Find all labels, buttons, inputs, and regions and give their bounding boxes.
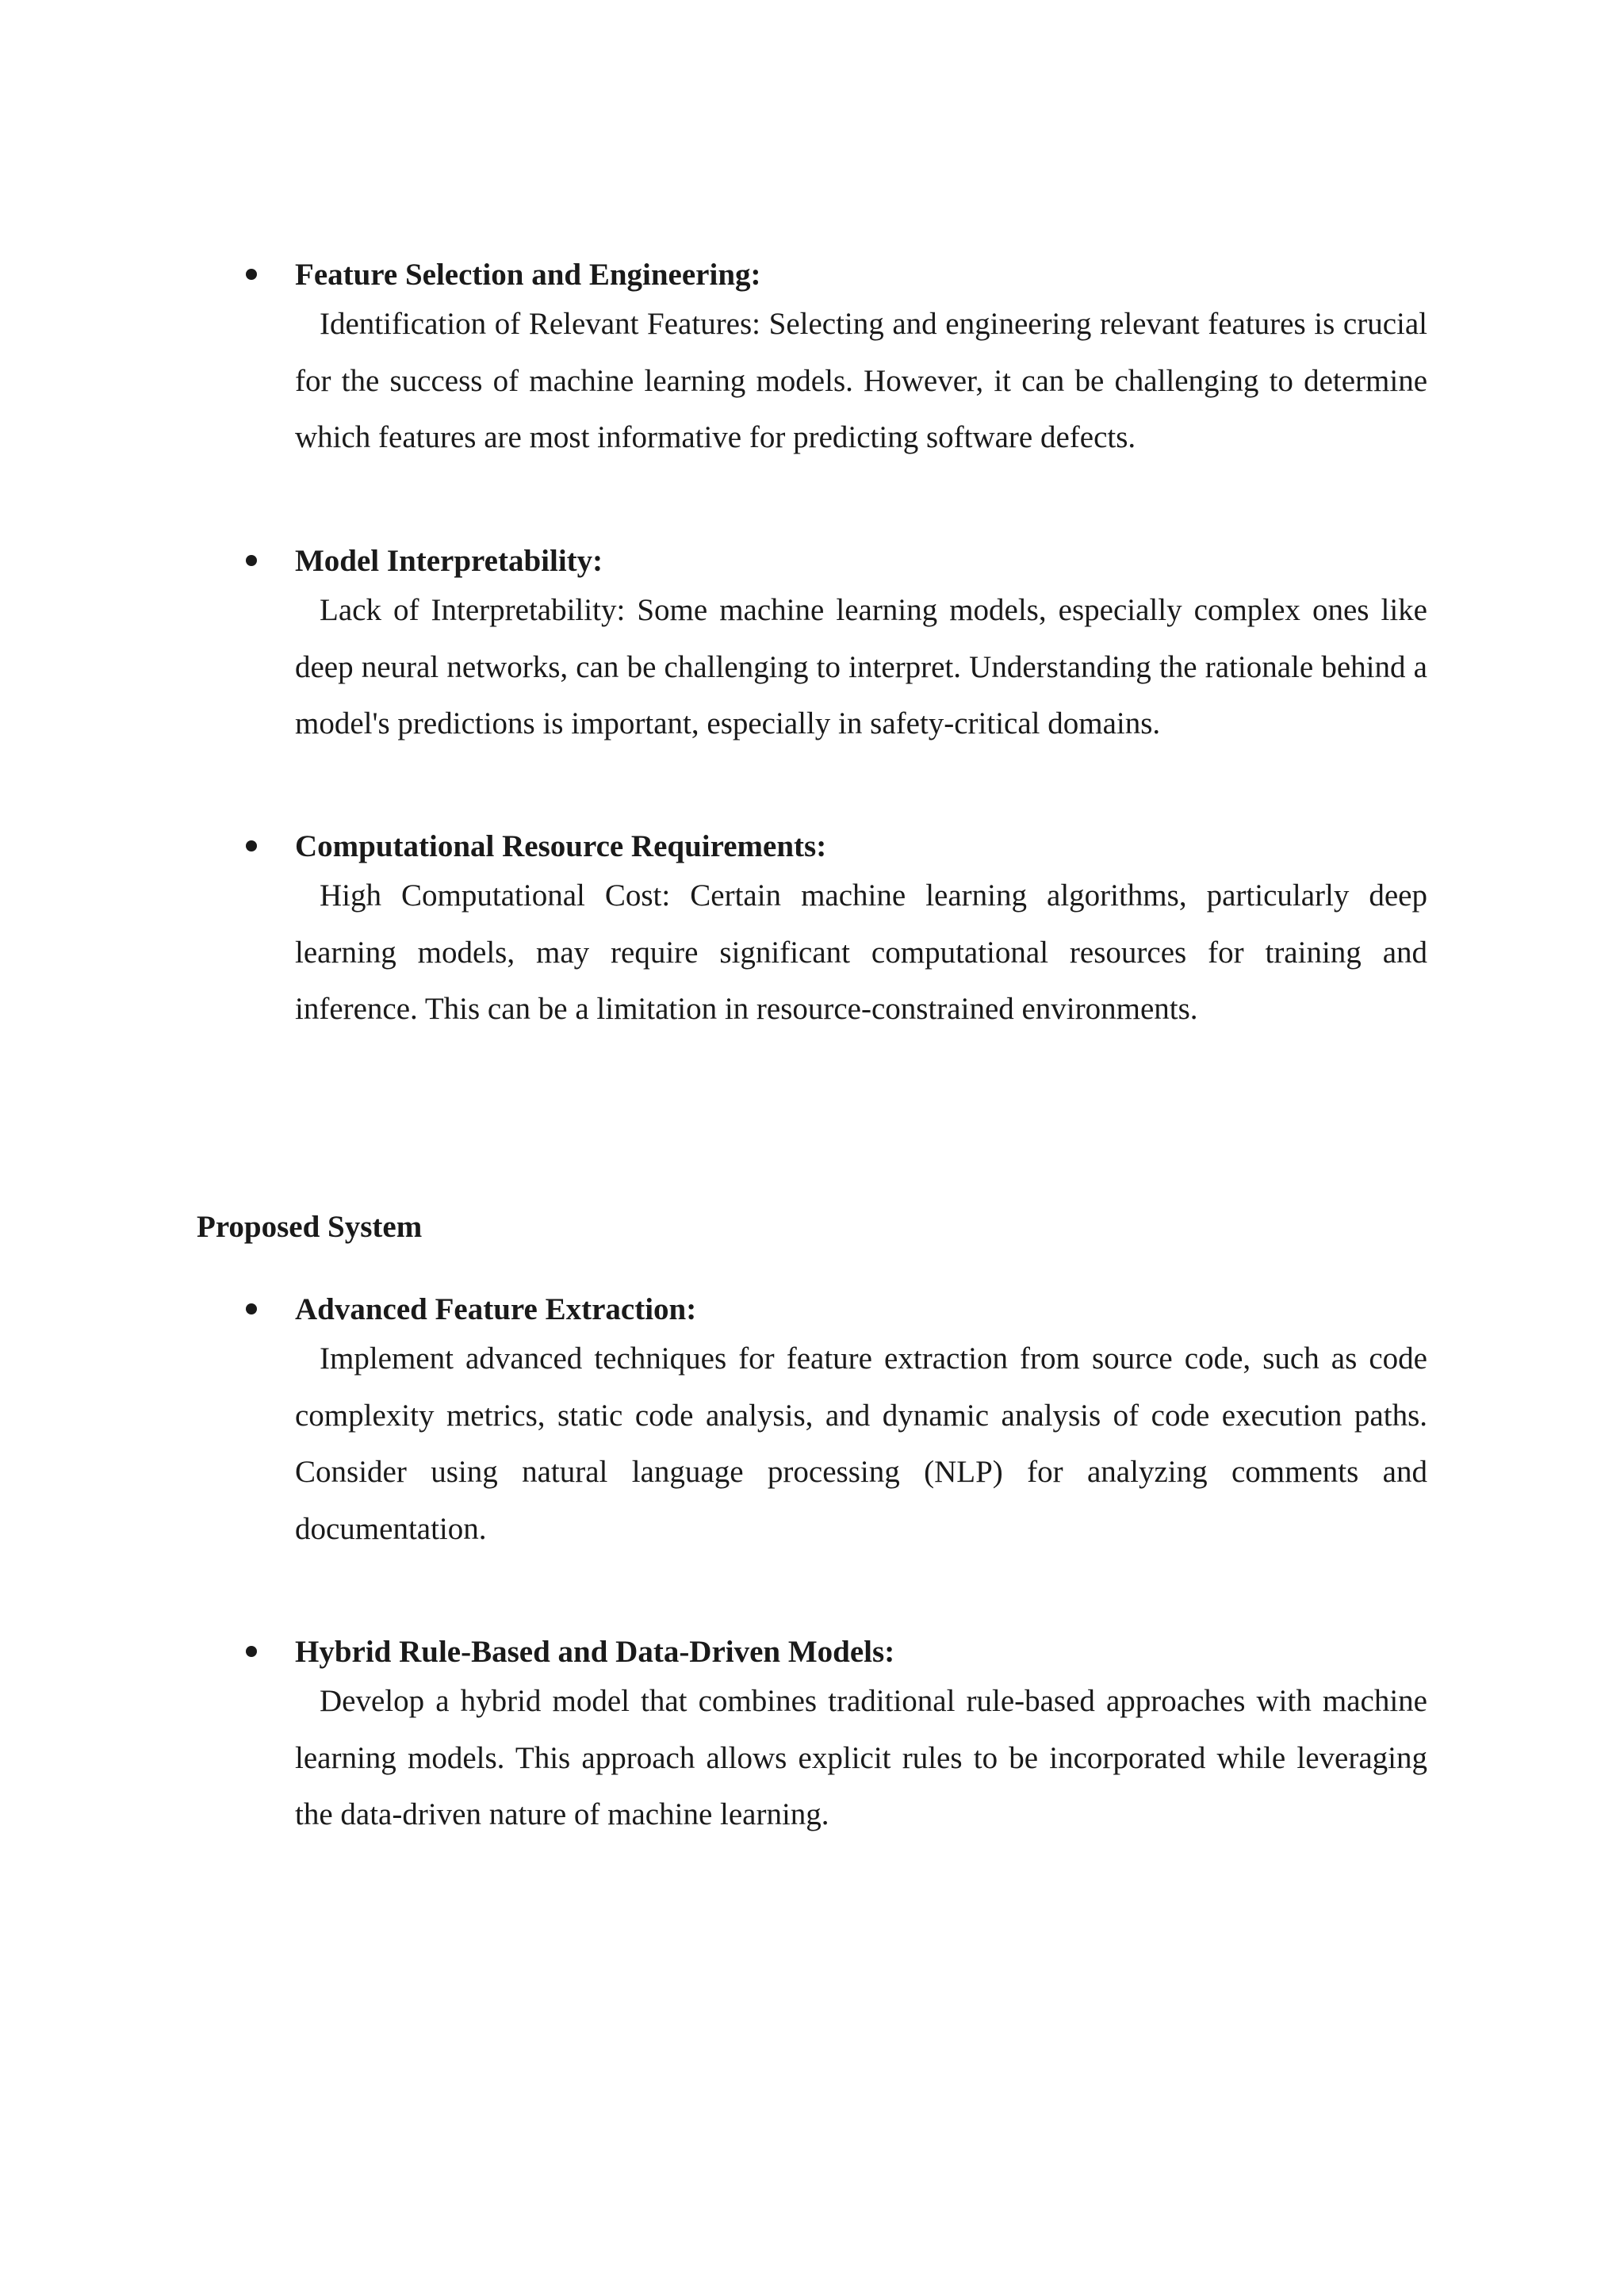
item-title: Advanced Feature Extraction: [295, 1292, 697, 1326]
section-heading: Proposed System [197, 1210, 423, 1244]
item-title: Hybrid Rule-Based and Data-Driven Models: [295, 1635, 895, 1669]
item-body: High Computational Cost: Certain machine learning algorithms, particularly deep learning models, may require significant computational resources for training and inference. This can be a limitation in resource-constrained environments. [295, 878, 1427, 1026]
bullet-icon [246, 1303, 257, 1314]
bullet-icon [246, 1646, 257, 1657]
bullet-icon [246, 840, 257, 851]
item-body: Lack of Interpretability: Some machine learning models, especially complex ones like deep neural networks, can be challenging to interpret. Understanding the rationale behind a model's predictions is important, especially in safety-critical domains. [295, 593, 1427, 740]
list-item-feature-selection [295, 256, 1427, 466]
list-item-computational-resources [295, 828, 1427, 1038]
bullet-icon [246, 555, 257, 566]
item-body: Develop a hybrid model that combines traditional rule-based approaches with machine learning models. This approach allows explicit rules to be incorporated while leveraging the data-driven nature of machine learning. [295, 1684, 1427, 1831]
item-title: Feature Selection and Engineering: [295, 258, 761, 292]
item-title: Model Interpretability: [295, 544, 603, 578]
item-body: Identification of Relevant Features: Selecting and engineering relevant features is crucial for the success of machine learning models. However, it can be challenging to determine which features are most informative for predicting software defects. [295, 307, 1427, 454]
item-body: Implement advanced techniques for feature extraction from source code, such as code complexity metrics, static code analysis, and dynamic analysis of code execution paths. Consider using natural language processing (NLP) for analyzing comments and documentation. [295, 1341, 1427, 1546]
list-item-advanced-feature-extraction [295, 1291, 1427, 1557]
list-item-hybrid-models [295, 1633, 1427, 1843]
list-item-model-interpretability [295, 542, 1427, 752]
item-title: Computational Resource Requirements: [295, 829, 827, 863]
bullet-icon [246, 269, 257, 280]
